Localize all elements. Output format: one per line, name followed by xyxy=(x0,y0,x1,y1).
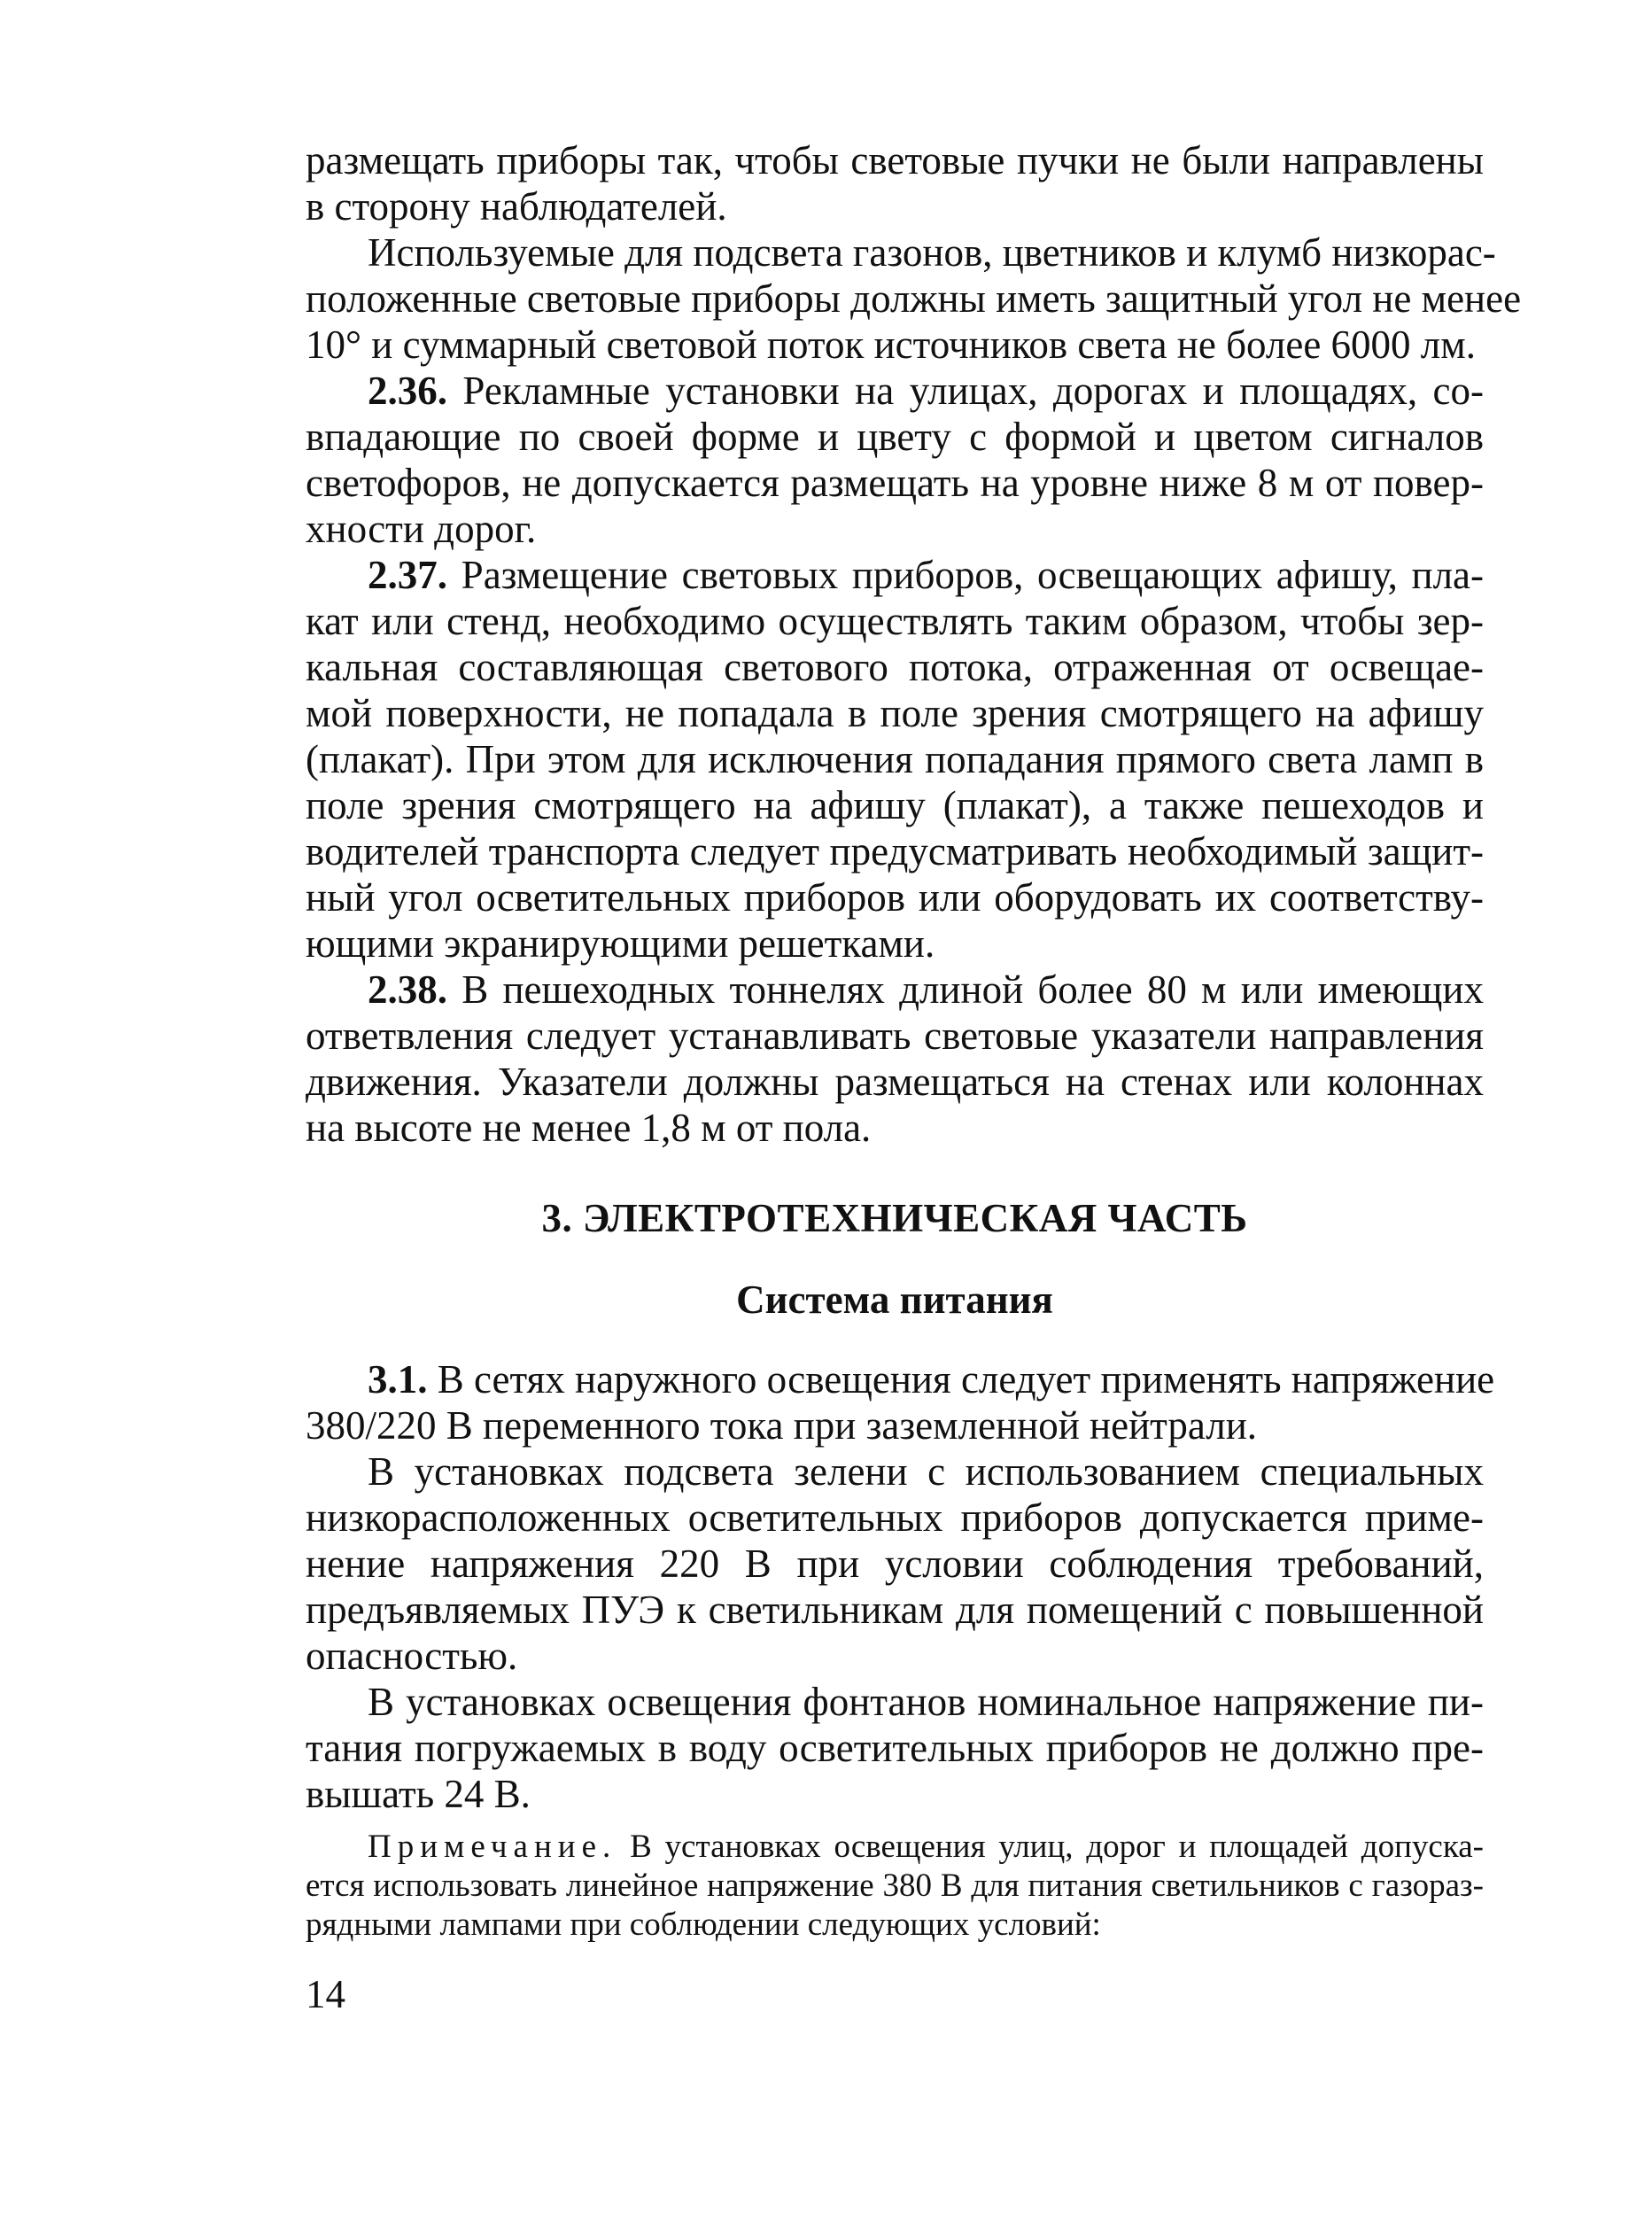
clause-number: 2.36. xyxy=(368,369,447,413)
text-line: рядными лампами при соблюдении следующих условий: xyxy=(306,1906,1101,1943)
text-line: 10° и суммарный световой поток источников света не более 6000 лм. xyxy=(306,322,1476,367)
clause-text: В пешеходных тоннелях длиной более 80 м или имеющих xyxy=(447,967,1484,1012)
clause-text: Рекламные установки на улицах, дорогах и площадях, со- xyxy=(447,369,1484,413)
clause-text: Размещение световых приборов, освещающих афишу, пла- xyxy=(447,553,1484,597)
subsection-title: Система питания xyxy=(736,1277,1053,1322)
paragraph-2-37 xyxy=(306,552,1484,967)
text-line: светофоров, не допускается размещать на уровне ниже 8 м от повер- xyxy=(306,461,1484,505)
text-line xyxy=(306,1828,1484,1867)
paragraph-2 xyxy=(306,229,1522,368)
paragraph-1 xyxy=(306,137,1484,229)
text-line xyxy=(306,368,1484,414)
paragraph-greenery xyxy=(306,1448,1484,1679)
text-line: кат или стенд, необходимо осуществлять таким образом, чтобы зер- xyxy=(306,599,1484,643)
paragraph-3-1 xyxy=(306,1356,1495,1448)
section-title: 3. ЭЛЕКТРОТЕХНИЧЕСКАЯ ЧАСТЬ xyxy=(541,1196,1248,1240)
note-label: Примечание. xyxy=(368,1829,617,1865)
text-line: (плакат). При этом для исключения попадания прямого света ламп в xyxy=(306,737,1484,781)
text-line: нение напряжения 220 В при условии соблюдения требований, xyxy=(306,1541,1484,1586)
text-line: в сторону наблюдателей. xyxy=(306,184,727,229)
text-line: вышать 24 В. xyxy=(306,1772,531,1816)
text-line: ответвления следует устанавливать световые указатели направления xyxy=(306,1013,1484,1058)
note-paragraph xyxy=(306,1828,1484,1945)
text-line: низкорасположенных осветительных приборов допускается приме- xyxy=(306,1495,1484,1540)
text-line: опасностью. xyxy=(306,1634,518,1678)
paragraph-2-36 xyxy=(306,368,1484,552)
text-line: В установках подсвета зелени с использованием специальных xyxy=(368,1449,1484,1494)
text-line: на высоте не менее 1,8 м от пола. xyxy=(306,1106,872,1150)
paragraph-fountains xyxy=(306,1679,1484,1817)
text-line: ющими экранирующими решетками. xyxy=(306,921,935,966)
text-line: поле зрения смотрящего на афишу (плакат), а также пешеходов и xyxy=(306,783,1484,827)
text-line: кальная составляющая светового потока, отраженная от освещае- xyxy=(306,645,1484,689)
text-line: хности дорог. xyxy=(306,507,537,551)
text-line xyxy=(306,552,1484,598)
text-line: впадающие по своей форме и цвету с формой и цветом сигналов xyxy=(306,415,1484,459)
text-line: водителей транспорта следует предусматривать необходимый защит- xyxy=(306,829,1484,874)
text-line: ный угол осветительных приборов или оборудовать их соответству- xyxy=(306,875,1484,920)
paragraph-2-38 xyxy=(306,967,1484,1151)
text-line xyxy=(306,1356,1495,1402)
text-line: движения. Указатели должны размещаться на стенах или колоннах xyxy=(306,1060,1484,1104)
clause-number: 2.37. xyxy=(368,553,447,597)
text-line: В установках освещения фонтанов номинальное напряжение пи- xyxy=(368,1680,1484,1724)
clause-text: В сетях наружного освещения следует применять напряжение xyxy=(427,1357,1495,1402)
text-line: Используемые для подсвета газонов, цветников и клумб низкорас- xyxy=(368,230,1496,275)
clause-number: 3.1. xyxy=(368,1357,428,1402)
text-line: 380/220 В переменного тока при заземленной нейтрали. xyxy=(306,1403,1258,1448)
note-text: В установках освещения улиц, дорог и площадей допуска- xyxy=(617,1829,1484,1865)
page-number: 14 xyxy=(306,1972,345,2016)
text-line: предъявляемых ПУЭ к светильникам для помещений с повышенной xyxy=(306,1588,1484,1632)
text-line: ется использовать линейное напряжение 380 В для питания светильников с газораз- xyxy=(306,1868,1484,1904)
text-line: положенные световые приборы должны иметь защитный угол не менее xyxy=(306,276,1522,321)
text-line: мой поверхности, не попадала в поле зрения смотрящего на афишу xyxy=(306,691,1484,735)
text-line: размещать приборы так, чтобы световые пучки не были направлены xyxy=(306,138,1484,182)
document-page xyxy=(306,137,1522,2017)
clause-number: 2.38. xyxy=(368,967,447,1012)
text-line xyxy=(306,967,1484,1013)
text-line: тания погружаемых в воду осветительных приборов не должно пре- xyxy=(306,1726,1484,1770)
